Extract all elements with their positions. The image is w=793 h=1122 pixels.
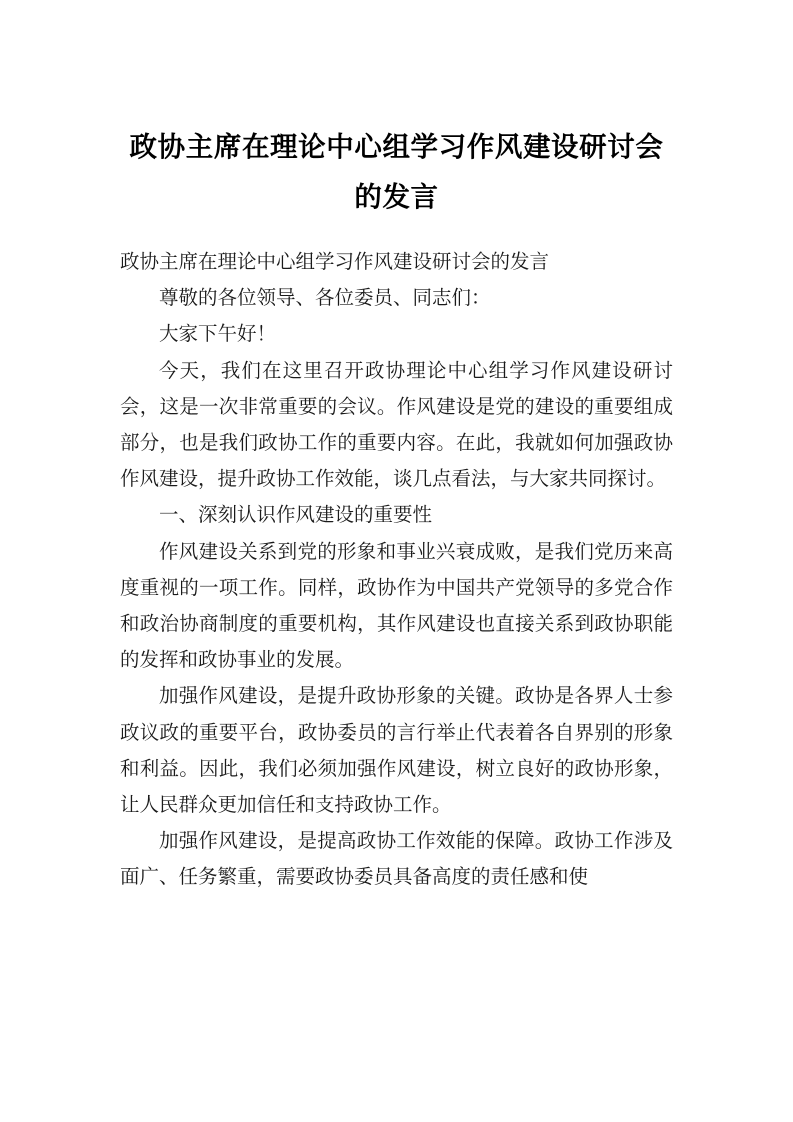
document-title: 政协主席在理论中心组学习作风建设研讨会的发言	[129, 131, 664, 213]
paragraph-section1-c: 加强作风建设，是提高政协工作效能的保障。政协工作涉及面广、任务繁重，需要政协委员具备高度的责任感和使	[120, 829, 673, 889]
paragraph-section1-a: 作风建设关系到党的形象和事业兴衰成败，是我们党历来高度重视的一项工作。同样，政协作为中国共产党领导的多党合作和政治协商制度的重要机构，其作风建设也直接关系到政协职能的发挥和政协事业的发展。	[120, 539, 673, 672]
paragraph-greeting: 大家下午好！	[159, 322, 277, 346]
paragraph-heading-repeat: 政协主席在理论中心组学习作风建设研讨会的发言	[120, 250, 550, 273]
paragraph-intro: 今天，我们在这里召开政协理论中心组学习作风建设研讨会，这是一次非常重要的会议。作风建设是党的建设的重要组成部分，也是我们政协工作的重要内容。在此，我就如何加强政协作风建设，提升政协工作效能，谈几点看法，与大家共同探讨。	[120, 358, 673, 491]
paragraph-section1-b: 加强作风建设，是提升政协形象的关键。政协是各界人士参政议政的重要平台，政协委员的言行举止代表着各自界别的形象和利益。因此，我们必须加强作风建设，树立良好的政协形象，让人民群众更加信任和支持政协工作。	[120, 684, 673, 817]
document-body	[120, 244, 673, 896]
section-heading-1: 一、深刻认识作风建设的重要性	[159, 503, 433, 527]
paragraph-salutation: 尊敬的各位领导、各位委员、同志们：	[159, 286, 491, 310]
